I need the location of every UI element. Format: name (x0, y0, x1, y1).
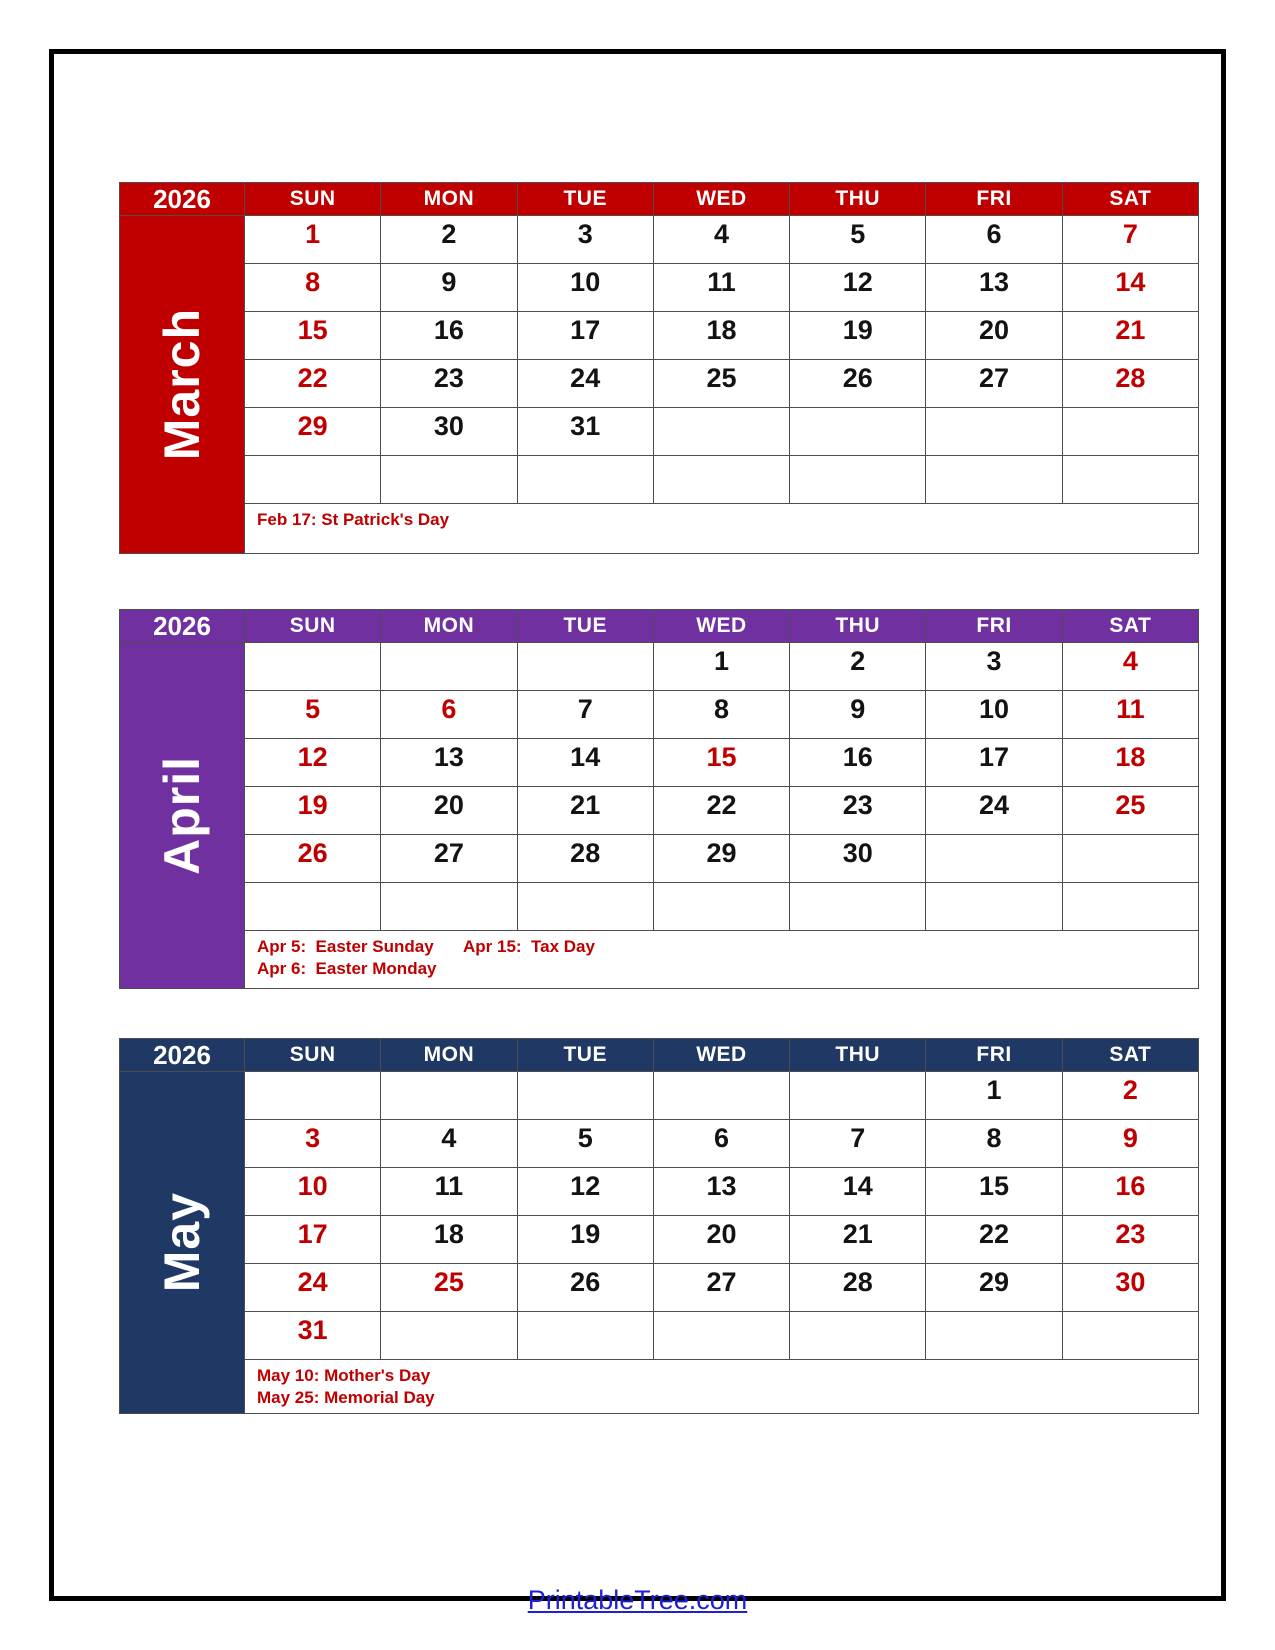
holiday-note: May 25: Memorial Day (257, 1388, 435, 1408)
day-april-24: 24 (926, 787, 1062, 835)
day-may-29: 29 (926, 1264, 1062, 1312)
empty-day-cell (1062, 883, 1198, 931)
day-may-3: 3 (245, 1120, 381, 1168)
day-march-22: 22 (245, 360, 381, 408)
month-name-label: May (154, 1192, 210, 1293)
day-april-29: 29 (653, 835, 789, 883)
empty-day-cell (790, 883, 926, 931)
weekday-header-wed: WED (653, 183, 789, 216)
day-april-1: 1 (653, 643, 789, 691)
page-frame (49, 49, 1226, 1615)
holiday-note: Apr 15: Tax Day (463, 937, 595, 956)
day-april-26: 26 (245, 835, 381, 883)
day-april-11: 11 (1062, 691, 1198, 739)
day-may-28: 28 (790, 1264, 926, 1312)
holiday-notes (245, 504, 1199, 554)
day-march-10: 10 (517, 264, 653, 312)
holiday-notes (245, 931, 1199, 989)
holiday-note-line (257, 509, 1198, 531)
day-may-21: 21 (790, 1216, 926, 1264)
day-april-18: 18 (1062, 739, 1198, 787)
day-may-25: 25 (381, 1264, 517, 1312)
weekday-header-mon: MON (381, 1039, 517, 1072)
day-march-24: 24 (517, 360, 653, 408)
weekday-header-tue: TUE (517, 1039, 653, 1072)
weekday-header-tue: TUE (517, 183, 653, 216)
day-april-2: 2 (790, 643, 926, 691)
weekday-header-fri: FRI (926, 610, 1062, 643)
day-march-28: 28 (1062, 360, 1198, 408)
day-may-15: 15 (926, 1168, 1062, 1216)
day-april-30: 30 (790, 835, 926, 883)
day-may-4: 4 (381, 1120, 517, 1168)
empty-day-cell (381, 456, 517, 504)
weekday-header-tue: TUE (517, 610, 653, 643)
empty-day-cell (926, 883, 1062, 931)
year-label: 2026 (120, 183, 245, 216)
weekday-header-thu: THU (790, 1039, 926, 1072)
empty-day-cell (381, 643, 517, 691)
empty-day-cell (517, 1312, 653, 1360)
day-may-16: 16 (1062, 1168, 1198, 1216)
holiday-note: Feb 17: St Patrick's Day (257, 510, 450, 529)
day-april-9: 9 (790, 691, 926, 739)
month-name-label: April (154, 756, 210, 875)
day-may-12: 12 (517, 1168, 653, 1216)
weekday-header-sun: SUN (245, 183, 381, 216)
empty-day-cell (381, 883, 517, 931)
day-april-5: 5 (245, 691, 381, 739)
month-band (120, 1072, 245, 1414)
empty-day-cell (926, 456, 1062, 504)
day-may-1: 1 (926, 1072, 1062, 1120)
day-march-5: 5 (790, 216, 926, 264)
empty-day-cell (245, 1072, 381, 1120)
year-label: 2026 (120, 1039, 245, 1072)
calendar-march (119, 182, 1199, 554)
day-march-17: 17 (517, 312, 653, 360)
day-march-13: 13 (926, 264, 1062, 312)
day-march-6: 6 (926, 216, 1062, 264)
day-march-27: 27 (926, 360, 1062, 408)
day-may-27: 27 (653, 1264, 789, 1312)
day-april-16: 16 (790, 739, 926, 787)
empty-day-cell (790, 1072, 926, 1120)
day-march-20: 20 (926, 312, 1062, 360)
day-march-3: 3 (517, 216, 653, 264)
empty-day-cell (653, 1072, 789, 1120)
holiday-note: Apr 6: Easter Monday (257, 959, 437, 979)
weekday-header-thu: THU (790, 183, 926, 216)
empty-day-cell (1062, 408, 1198, 456)
day-april-14: 14 (517, 739, 653, 787)
day-march-14: 14 (1062, 264, 1198, 312)
day-april-28: 28 (517, 835, 653, 883)
day-may-30: 30 (1062, 1264, 1198, 1312)
day-april-17: 17 (926, 739, 1062, 787)
day-may-20: 20 (653, 1216, 789, 1264)
day-march-9: 9 (381, 264, 517, 312)
day-march-4: 4 (653, 216, 789, 264)
day-march-18: 18 (653, 312, 789, 360)
empty-day-cell (653, 883, 789, 931)
weekday-header-sat: SAT (1062, 183, 1198, 216)
day-may-23: 23 (1062, 1216, 1198, 1264)
calendar-may (119, 1038, 1199, 1414)
year-label: 2026 (120, 610, 245, 643)
day-march-30: 30 (381, 408, 517, 456)
day-may-26: 26 (517, 1264, 653, 1312)
day-may-31: 31 (245, 1312, 381, 1360)
day-may-13: 13 (653, 1168, 789, 1216)
footer-link[interactable]: PrintableTree.com (527, 1585, 748, 1615)
day-may-14: 14 (790, 1168, 926, 1216)
day-april-12: 12 (245, 739, 381, 787)
weekday-header-fri: FRI (926, 1039, 1062, 1072)
empty-day-cell (653, 456, 789, 504)
day-march-7: 7 (1062, 216, 1198, 264)
day-april-7: 7 (517, 691, 653, 739)
calendar-april (119, 609, 1199, 989)
empty-day-cell (790, 408, 926, 456)
empty-day-cell (381, 1072, 517, 1120)
empty-day-cell (245, 883, 381, 931)
day-march-21: 21 (1062, 312, 1198, 360)
weekday-header-sat: SAT (1062, 1039, 1198, 1072)
month-name-label: March (154, 308, 210, 461)
day-may-9: 9 (1062, 1120, 1198, 1168)
day-march-19: 19 (790, 312, 926, 360)
day-march-2: 2 (381, 216, 517, 264)
day-april-6: 6 (381, 691, 517, 739)
day-march-1: 1 (245, 216, 381, 264)
empty-day-cell (381, 1312, 517, 1360)
weekday-header-sun: SUN (245, 610, 381, 643)
day-may-18: 18 (381, 1216, 517, 1264)
day-march-12: 12 (790, 264, 926, 312)
weekday-header-wed: WED (653, 610, 789, 643)
day-april-21: 21 (517, 787, 653, 835)
day-april-10: 10 (926, 691, 1062, 739)
day-april-22: 22 (653, 787, 789, 835)
day-april-25: 25 (1062, 787, 1198, 835)
day-march-8: 8 (245, 264, 381, 312)
empty-day-cell (245, 456, 381, 504)
holiday-note: May 10: Mother's Day (257, 1366, 431, 1385)
day-march-15: 15 (245, 312, 381, 360)
empty-day-cell (517, 1072, 653, 1120)
day-may-8: 8 (926, 1120, 1062, 1168)
day-may-5: 5 (517, 1120, 653, 1168)
weekday-header-thu: THU (790, 610, 926, 643)
empty-day-cell (1062, 456, 1198, 504)
weekday-header-sat: SAT (1062, 610, 1198, 643)
empty-day-cell (517, 883, 653, 931)
weekday-header-wed: WED (653, 1039, 789, 1072)
empty-day-cell (926, 835, 1062, 883)
empty-day-cell (245, 643, 381, 691)
empty-day-cell (1062, 835, 1198, 883)
empty-day-cell (517, 456, 653, 504)
day-april-3: 3 (926, 643, 1062, 691)
day-april-23: 23 (790, 787, 926, 835)
day-may-22: 22 (926, 1216, 1062, 1264)
empty-day-cell (517, 643, 653, 691)
empty-day-cell (790, 456, 926, 504)
day-may-11: 11 (381, 1168, 517, 1216)
day-may-7: 7 (790, 1120, 926, 1168)
month-band (120, 643, 245, 989)
empty-day-cell (1062, 1312, 1198, 1360)
holiday-note-line (257, 1387, 1198, 1409)
day-march-25: 25 (653, 360, 789, 408)
day-april-4: 4 (1062, 643, 1198, 691)
day-may-6: 6 (653, 1120, 789, 1168)
day-april-13: 13 (381, 739, 517, 787)
day-may-24: 24 (245, 1264, 381, 1312)
holiday-note-line (257, 936, 1198, 958)
day-april-27: 27 (381, 835, 517, 883)
day-april-20: 20 (381, 787, 517, 835)
holiday-note-line (257, 958, 1198, 980)
empty-day-cell (653, 408, 789, 456)
month-band (120, 216, 245, 554)
empty-day-cell (926, 1312, 1062, 1360)
day-march-31: 31 (517, 408, 653, 456)
day-may-19: 19 (517, 1216, 653, 1264)
day-may-17: 17 (245, 1216, 381, 1264)
day-march-26: 26 (790, 360, 926, 408)
day-april-15: 15 (653, 739, 789, 787)
day-march-23: 23 (381, 360, 517, 408)
empty-day-cell (790, 1312, 926, 1360)
empty-day-cell (926, 408, 1062, 456)
day-march-11: 11 (653, 264, 789, 312)
day-april-8: 8 (653, 691, 789, 739)
weekday-header-fri: FRI (926, 183, 1062, 216)
holiday-notes (245, 1360, 1199, 1414)
weekday-header-sun: SUN (245, 1039, 381, 1072)
day-may-2: 2 (1062, 1072, 1198, 1120)
holiday-note: Apr 5: Easter Sunday (257, 937, 434, 956)
weekday-header-mon: MON (381, 183, 517, 216)
weekday-header-mon: MON (381, 610, 517, 643)
day-april-19: 19 (245, 787, 381, 835)
day-march-16: 16 (381, 312, 517, 360)
day-may-10: 10 (245, 1168, 381, 1216)
holiday-note-line (257, 1365, 1198, 1387)
empty-day-cell (653, 1312, 789, 1360)
day-march-29: 29 (245, 408, 381, 456)
